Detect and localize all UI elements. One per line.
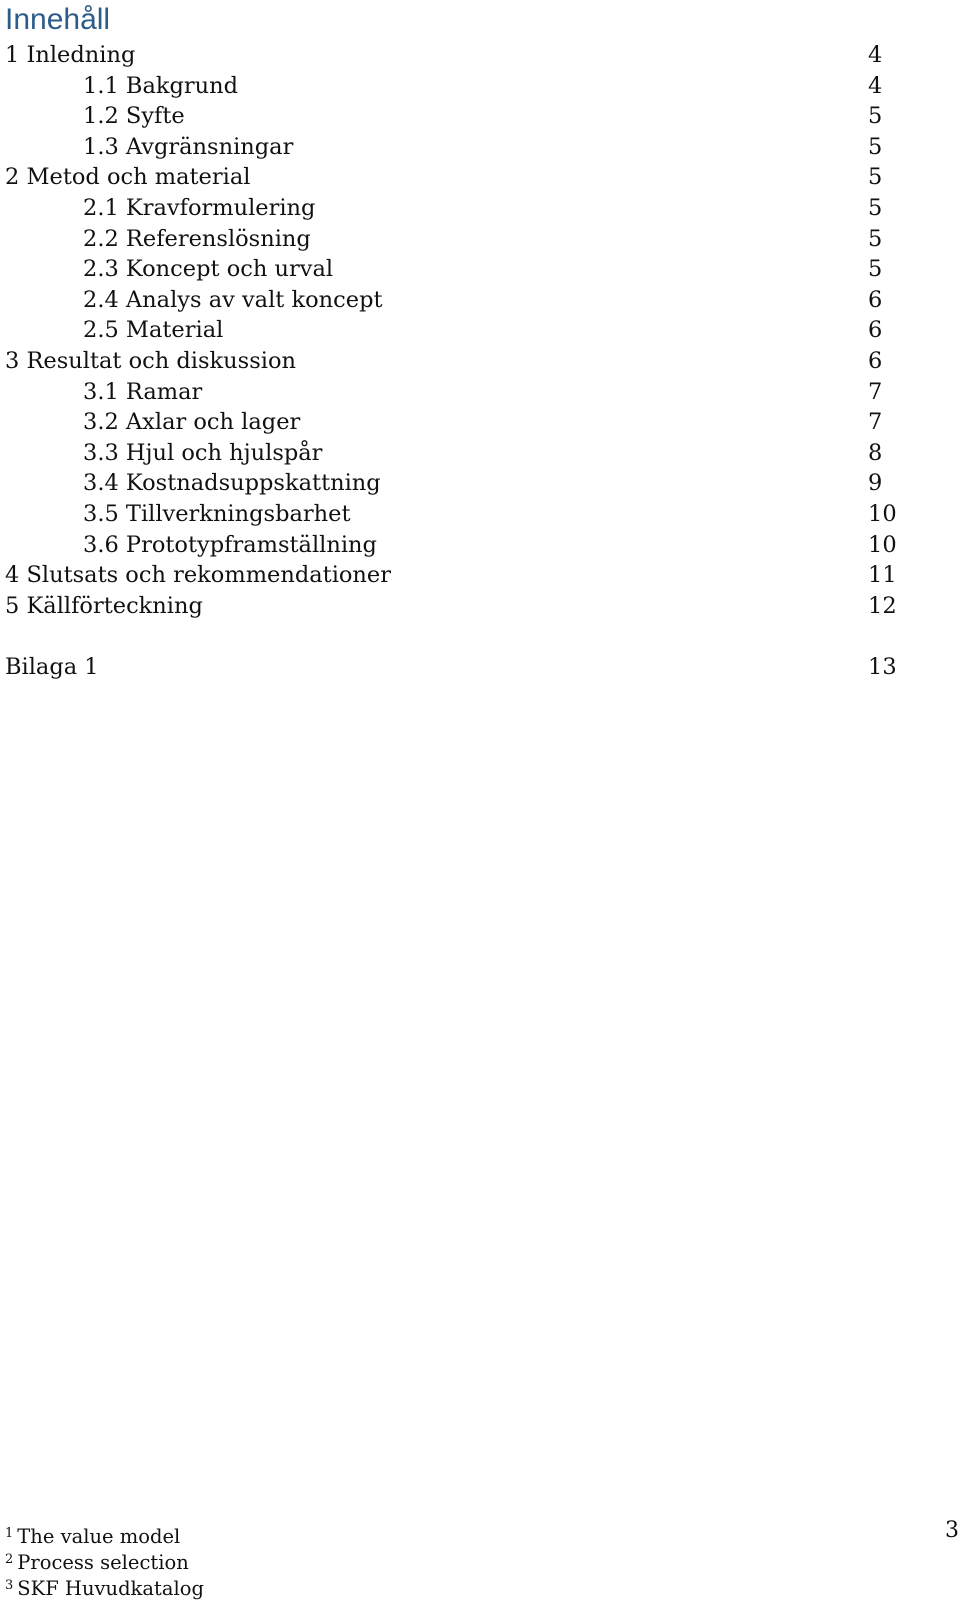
footnote-text: The value model (17, 1525, 181, 1548)
toc-entry-page: 5 (868, 133, 883, 160)
footnote-text: Process selection (17, 1551, 189, 1574)
toc-entry[interactable] (0, 71, 960, 102)
toc-entry[interactable] (0, 132, 960, 163)
toc-entry[interactable] (0, 377, 960, 408)
toc-entry-label: 3.6 Prototypframställning (83, 531, 377, 558)
toc-entry-label: 2 Metod och material (5, 164, 251, 191)
toc-entry-label: Bilaga 1 (5, 653, 99, 680)
toc-entry[interactable] (0, 407, 960, 438)
toc-entry-label: 3 Resultat och diskussion (5, 347, 296, 374)
footnote (5, 1547, 204, 1573)
toc-entry-label: 3.3 Hjul och hjulspår (83, 439, 323, 466)
toc-list (0, 40, 960, 682)
footnote-mark: 3 (5, 1578, 14, 1593)
toc-entry[interactable] (0, 162, 960, 193)
toc-title: Innehåll (5, 3, 111, 36)
footnote-text: SKF Huvudkatalog (17, 1577, 204, 1600)
page-number: 3 (945, 1518, 959, 1543)
toc-entry[interactable] (0, 499, 960, 530)
toc-entry-label: 2.4 Analys av valt koncept (83, 286, 383, 313)
toc-entry-label: 3.5 Tillverkningsbarhet (83, 500, 351, 527)
toc-spacer (0, 621, 960, 652)
toc-entry-page: 10 (868, 500, 897, 527)
toc-entry-label: 2.1 Kravformulering (83, 194, 316, 221)
toc-entry-page: 8 (868, 439, 883, 466)
toc-entry[interactable] (0, 346, 960, 377)
toc-entry[interactable] (0, 315, 960, 346)
toc-entry-page: 7 (868, 409, 883, 436)
toc-entry-label: 1 Inledning (5, 42, 136, 68)
toc-entry[interactable] (0, 560, 960, 591)
toc-entry-label: 2.3 Koncept och urval (83, 256, 334, 283)
toc-entry[interactable] (0, 101, 960, 132)
toc-entry-page: 12 (868, 592, 897, 619)
toc-entry-label: 2.2 Referenslösning (83, 225, 311, 252)
toc-entry-label: 2.5 Material (83, 317, 224, 344)
toc-entry-label: 3.2 Axlar och lager (83, 409, 301, 436)
footnote-mark: 2 (5, 1552, 14, 1567)
toc-entry-label: 1.3 Avgränsningar (83, 133, 294, 160)
toc-entry[interactable] (0, 591, 960, 622)
toc-entry[interactable] (0, 530, 960, 561)
toc-entry[interactable] (0, 254, 960, 285)
toc-entry-page: 4 (868, 42, 883, 68)
footnotes (5, 1521, 204, 1599)
toc-entry[interactable] (0, 193, 960, 224)
toc-entry-label: 1.1 Bakgrund (83, 72, 239, 99)
toc-entry[interactable] (0, 40, 960, 71)
toc-entry-page: 5 (868, 256, 883, 283)
toc-entry-page: 10 (868, 531, 897, 558)
toc-entry-page: 6 (868, 317, 883, 344)
toc-entry-label: 4 Slutsats och rekommendationer (5, 562, 391, 589)
toc-entry-appendix[interactable] (0, 652, 960, 683)
toc-entry-page: 5 (868, 194, 883, 221)
toc-entry-page: 9 (868, 470, 883, 497)
footnote-mark: 1 (5, 1526, 14, 1541)
toc-entry-page: 7 (868, 378, 883, 405)
toc-entry-page: 11 (868, 562, 897, 589)
toc-entry[interactable] (0, 285, 960, 316)
toc-entry-label: 5 Källförteckning (5, 592, 203, 619)
toc-entry[interactable] (0, 468, 960, 499)
toc-entry-label: 1.2 Syfte (83, 103, 185, 130)
footnote (5, 1521, 204, 1547)
toc-entry[interactable] (0, 438, 960, 469)
toc-entry-page: 13 (868, 653, 897, 680)
toc-entry-page: 5 (868, 164, 883, 191)
footnote (5, 1573, 204, 1599)
toc-entry-label: 3.1 Ramar (83, 378, 203, 405)
toc-entry-page: 6 (868, 347, 883, 374)
toc-entry-page: 5 (868, 103, 883, 130)
toc-entry-label: 3.4 Kostnadsuppskattning (83, 470, 381, 497)
toc-entry[interactable] (0, 224, 960, 255)
toc-entry-page: 4 (868, 72, 883, 99)
toc-entry-page: 5 (868, 225, 883, 252)
toc-entry-page: 6 (868, 286, 883, 313)
